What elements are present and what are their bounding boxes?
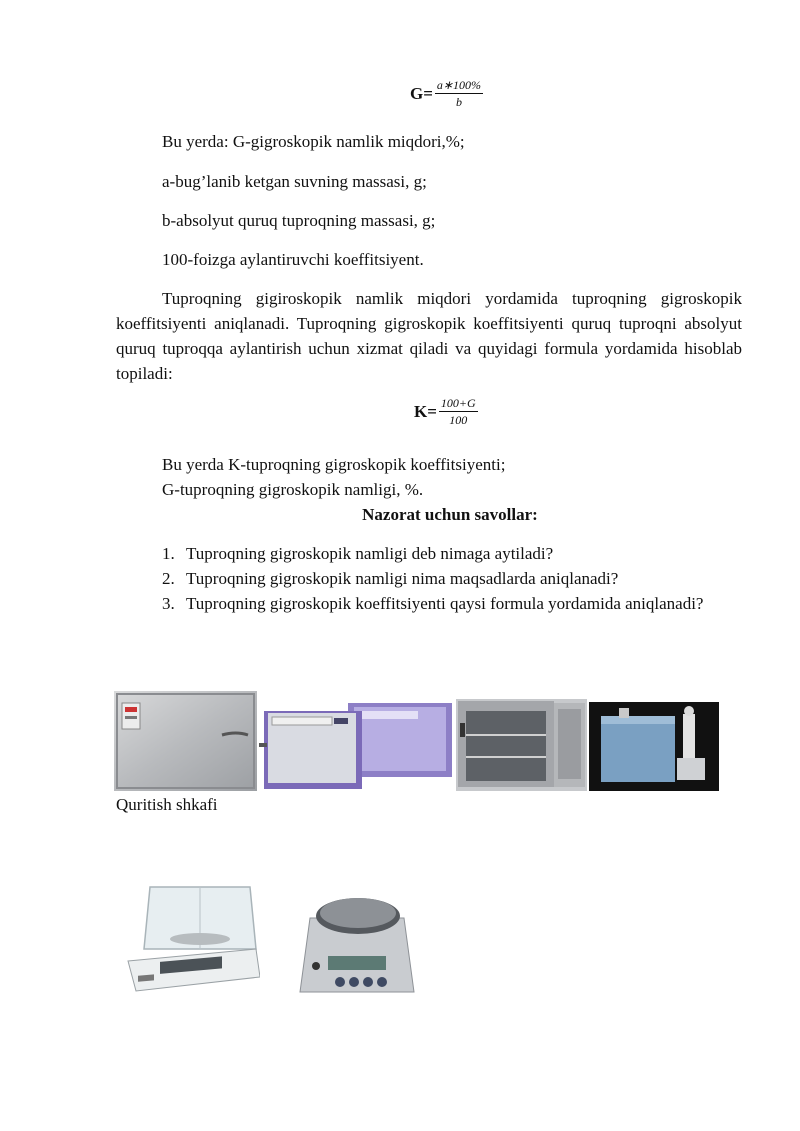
balance-photo-2 [296, 888, 416, 998]
formula-g-lhs: G= [410, 83, 433, 103]
definition-g2: G-tuproqning gigroskopik namligi, %. [162, 480, 424, 499]
oven-photo-4 [589, 702, 719, 791]
formula-k-lhs: K= [414, 401, 437, 421]
oven-photo-3 [456, 699, 587, 791]
body-paragraph: Tuproqning gigiroskopik namlik miqdori yordamida tuproqning gigroskopik koeffitsiyenti aniqlanadi. Tuproqning gigroskopik koeffitsiyenti quruq tuproqni absolyut quruq tuproqqa aylantirish uchun xizmat qiladi va quyidagi formula yordamida hisoblab topiladi: [116, 289, 742, 383]
oven-photo-2 [258, 703, 454, 791]
definition-b: b-absolyut quruq tuproqning massasi, g; [162, 211, 436, 230]
formula-g-numerator: a∗100% [436, 78, 481, 92]
balance-photo-1 [124, 883, 260, 998]
formula-g-fraction [435, 78, 483, 109]
question-item: 1. Tuproqning gigroskopik namligi deb nimaga aytiladi? [162, 544, 554, 563]
oven-caption: Quritish shkafi [116, 795, 218, 814]
formula-g [410, 78, 483, 109]
question-item: 2. Tuproqning gigroskopik namligi nima maqsadlarda aniqlanadi? [162, 569, 619, 588]
questions-heading: Nazorat uchun savollar: [362, 505, 538, 524]
oven-photo-1 [114, 691, 257, 791]
question-item: 3. Tuproqning gigroskopik koeffitsiyenti qaysi formula yordamida aniqlanadi? [162, 594, 704, 613]
formula-g-denominator: b [455, 95, 462, 109]
definition-a: a-bug’lanib ketgan suvning massasi, g; [162, 172, 427, 191]
formula-k-fraction [439, 396, 478, 427]
definition-100: 100-foizga aylantiruvchi koeffitsiyent. [162, 250, 424, 269]
formula-k-denominator: 100 [449, 413, 468, 427]
formula-k-numerator: 100+G [440, 396, 476, 410]
formula-k [414, 396, 478, 427]
definition-k: Bu yerda K-tuproqning gigroskopik koeffitsiyenti; [162, 455, 506, 474]
definition-g: Bu yerda: G-gigroskopik namlik miqdori,%; [162, 132, 465, 151]
questions-list [162, 541, 742, 616]
